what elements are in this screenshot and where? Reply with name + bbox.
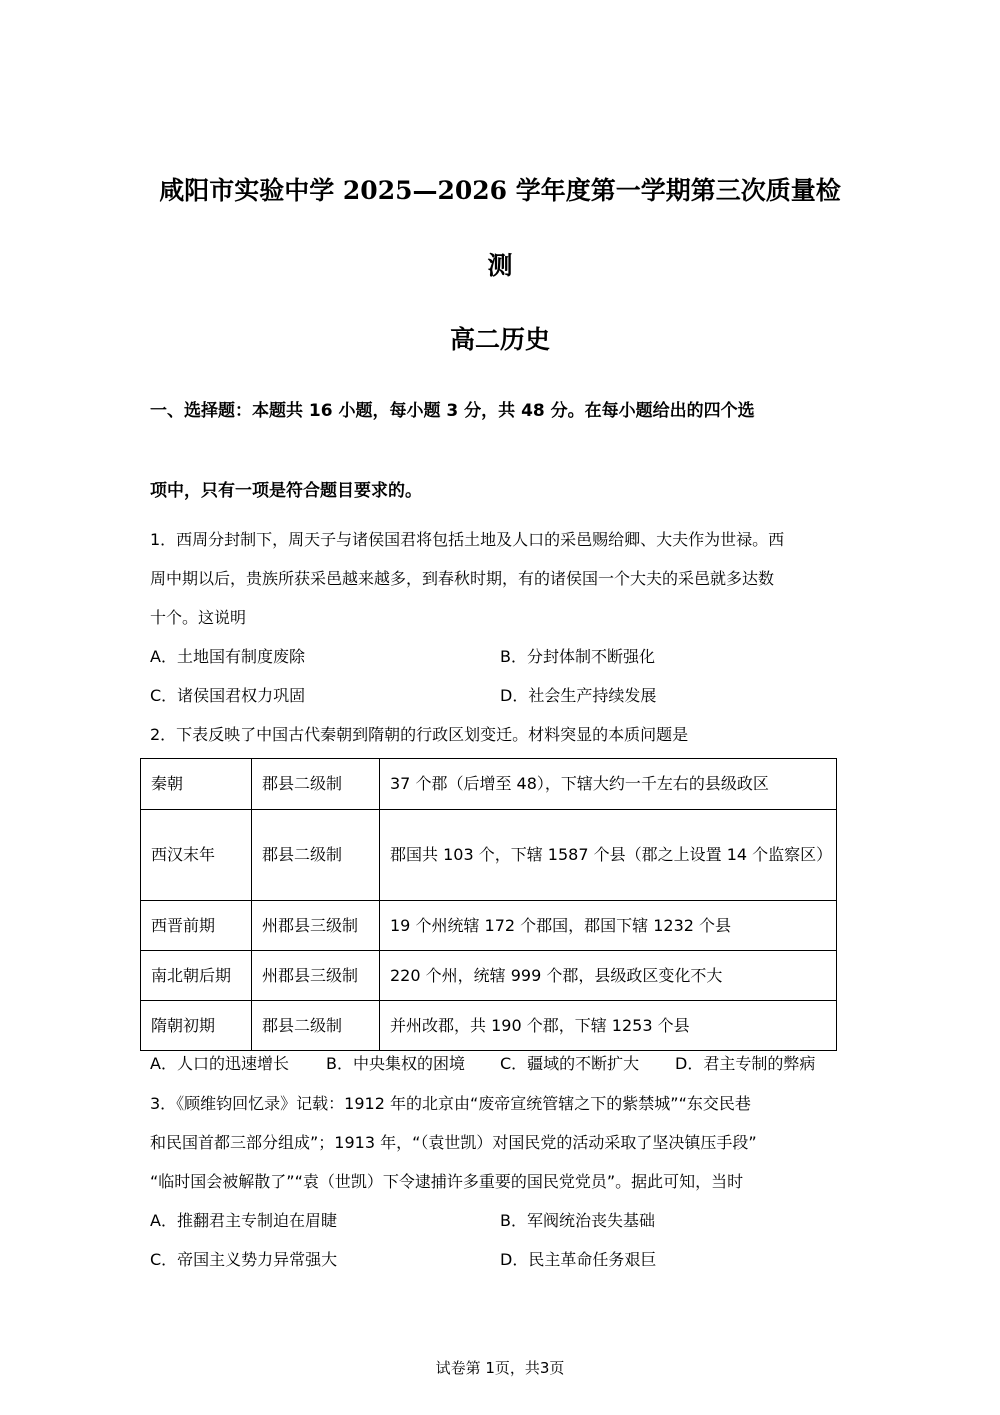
question-2-option-d: D．君主专制的弊病 [675, 1054, 816, 1073]
table-cell-system: 郡县二级制 [252, 759, 380, 810]
question-2-option-a: A．人口的迅速增长 [150, 1054, 289, 1073]
question-1-stem-line-1: 1．西周分封制下，周天子与诸侯国君将包括土地及人口的采邑赐给卿、大夫作为世禄。西 [150, 530, 785, 549]
question-1-option-c: C．诸侯国君权力巩固 [150, 686, 306, 705]
table-cell-detail: 220 个州，统辖 999 个郡，县级政区变化不大 [380, 951, 837, 1001]
question-3-stem-line-1: 3．《顾维钧回忆录》记载：1912 年的北京由“废帝宣统管辖之下的紫禁城”“东交民巷 [150, 1094, 751, 1113]
table-cell-detail: 19 个州统辖 172 个郡国，郡国下辖 1232 个县 [380, 901, 837, 951]
question-2-stem: 2．下表反映了中国古代秦朝到隋朝的行政区划变迁。材料突显的本质问题是 [150, 725, 689, 744]
table-cell-system: 州郡县三级制 [252, 901, 380, 951]
question-3-stem-line-2: 和民国首都三部分组成”；1913 年，“（袁世凯）对国民党的活动采取了坚决镇压手段” [150, 1133, 757, 1152]
table-row [141, 901, 837, 951]
table-row [141, 951, 837, 1001]
table-cell-system: 郡县二级制 [252, 1001, 380, 1051]
section-heading: 一、选择题：本题共 16 小题，每小题 3 分，共 48 分。在每小题给出的四个选 [150, 401, 755, 421]
table-cell-period: 秦朝 [141, 759, 252, 810]
table-row [141, 1001, 837, 1051]
question-1-option-b: B．分封体制不断强化 [500, 647, 655, 666]
table-cell-period: 隋朝初期 [141, 1001, 252, 1051]
table-cell-period: 西晋前期 [141, 901, 252, 951]
question-1-stem-line-3: 十个。这说明 [150, 608, 247, 627]
question-2-option-b: B．中央集权的困境 [326, 1054, 465, 1073]
table-cell-detail: 37 个郡（后增至 48），下辖大约一千左右的县级政区 [380, 759, 837, 810]
table-row [141, 759, 837, 810]
section-heading-continued: 项中，只有一项是符合题目要求的。 [150, 481, 422, 501]
table-cell-detail: 并州改郡，共 190 个郡，下辖 1253 个县 [380, 1001, 837, 1051]
question-1-option-a: A．土地国有制度废除 [150, 647, 305, 666]
table-cell-detail: 郡国共 103 个，下辖 1587 个县（郡之上设置 14 个监察区） [380, 810, 837, 901]
question-3-stem-line-3: “临时国会被解散了”“袁（世凯）下令逮捕许多重要的国民党党员”。据此可知，当时 [150, 1172, 744, 1191]
question-2-option-c: C．疆域的不断扩大 [500, 1054, 640, 1073]
admin-division-table [140, 758, 837, 1051]
question-1-option-d: D．社会生产持续发展 [500, 686, 657, 705]
table-cell-period: 西汉末年 [141, 810, 252, 901]
table-cell-system: 州郡县三级制 [252, 951, 380, 1001]
question-3-option-d: D．民主革命任务艰巨 [500, 1250, 657, 1269]
exam-title: 咸阳市实验中学 2025—2026 学年度第一学期第三次质量检 [159, 176, 841, 205]
exam-title-continued: 测 [487, 251, 513, 280]
page-footer: 试卷第 1页，共3页 [435, 1359, 565, 1377]
table-row [141, 810, 837, 901]
table-cell-system: 郡县二级制 [252, 810, 380, 901]
question-1-stem-line-2: 周中期以后，贵族所获采邑越来越多，到春秋时期，有的诸侯国一个大夫的采邑就多达数 [150, 569, 775, 588]
question-3-option-a: A．推翻君主专制迫在眉睫 [150, 1211, 337, 1230]
question-3-option-b: B．军阀统治丧失基础 [500, 1211, 655, 1230]
table-cell-period: 南北朝后期 [141, 951, 252, 1001]
question-3-option-c: C．帝国主义势力异常强大 [150, 1250, 338, 1269]
subject-title: 高二历史 [449, 325, 550, 354]
